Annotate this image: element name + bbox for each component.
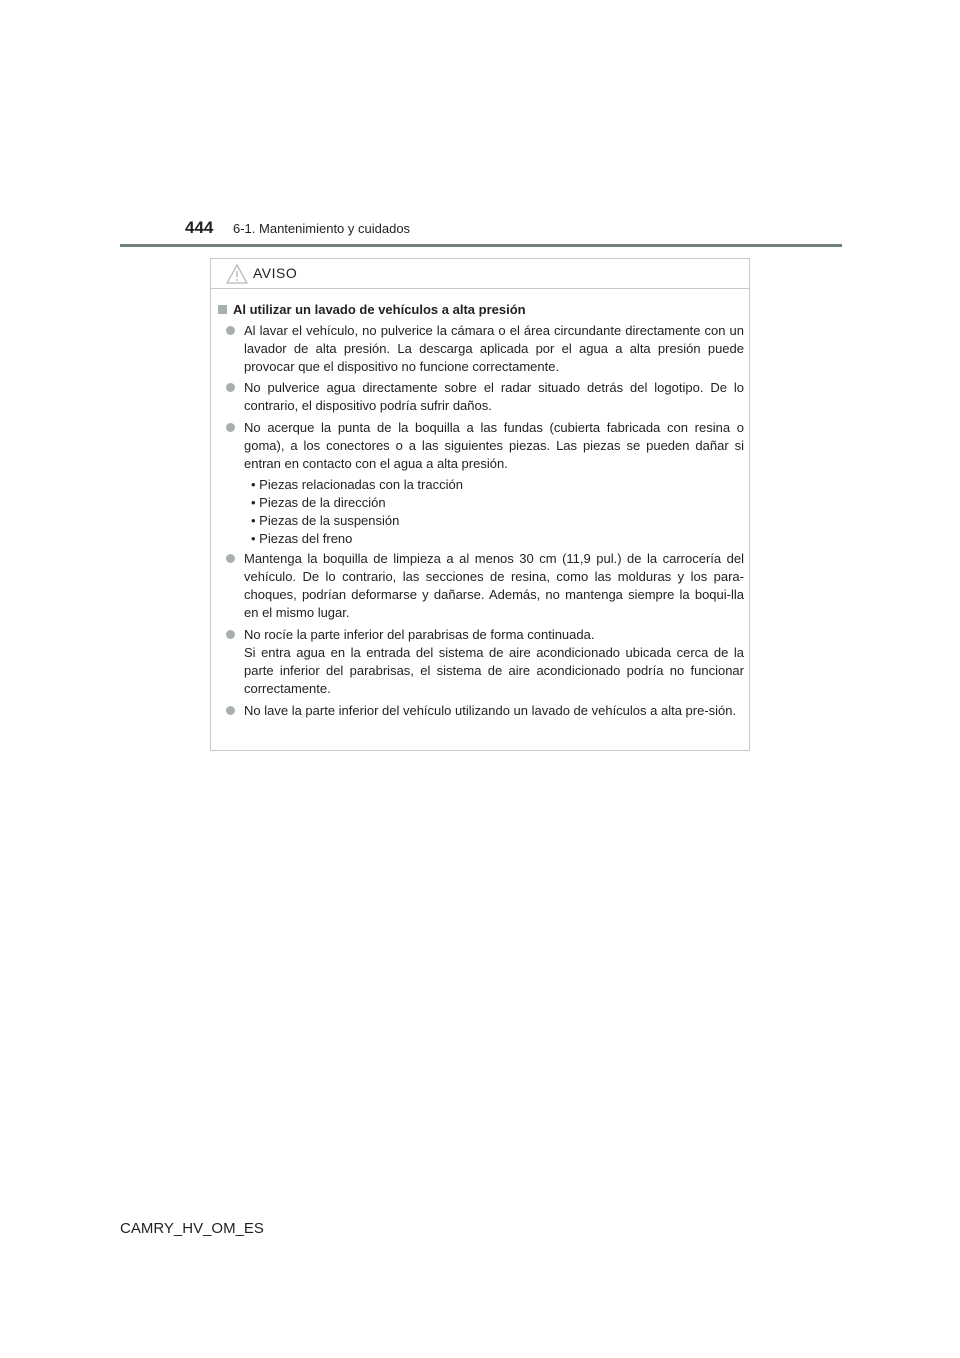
sub-list-item: • Piezas relacionadas con la tracción: [251, 477, 463, 492]
bullet-icon: [226, 706, 235, 715]
page-number: 444: [185, 218, 214, 237]
list-item-text: Mantenga la boquilla de limpieza a al menos 30 cm (11,9 pul.) de la carrocería del vehículo. De lo contrario, las secciones de resina, como las molduras y los para-choques, podrían deformarse y dañarse. Además, no mantenga siempre la boqui-lla en el mismo lugar.: [244, 551, 744, 620]
list-item: [225, 702, 744, 720]
sub-list: [251, 476, 463, 548]
list-item-text: Al lavar el vehículo, no pulverice la cámara o el área circundante directamente con un lavador de alta presión. La descarga aplicada por el agua a alta presión puede provocar que el dispositivo no funcione correctamente.: [244, 323, 744, 374]
list-item-text: No pulverice agua directamente sobre el radar situado detrás del logotipo. De lo contrario, el dispositivo podría sufrir daños.: [244, 380, 744, 413]
bullet-icon: [226, 383, 235, 392]
list-item-text: No rocíe la parte inferior del parabrisas de forma continuada.: [244, 627, 595, 642]
list-item: [225, 550, 744, 622]
warning-notice-box: [210, 258, 750, 751]
sub-list-item: • Piezas de la suspensión: [251, 513, 400, 528]
header-rule: [120, 244, 842, 247]
bullet-icon: [226, 326, 235, 335]
notice-heading: [218, 302, 526, 317]
list-item: [225, 419, 744, 473]
list-item: [225, 322, 744, 376]
list-item: [225, 626, 744, 698]
document-code: CAMRY_HV_OM_ES: [120, 1220, 264, 1237]
bullet-icon: [226, 423, 235, 432]
notice-header: [211, 259, 749, 289]
notice-title: AVISO: [253, 265, 298, 281]
section-title: 6-1. Mantenimiento y cuidados: [233, 221, 411, 236]
sub-list-item: • Piezas de la dirección: [251, 495, 386, 510]
sub-list-item: • Piezas del freno: [251, 531, 353, 546]
list-item-text: No acerque la punta de la boquilla a las fundas (cubierta fabricada con resina o goma), a los conectores o a las siguientes piezas. Las piezas se pueden dañar si entran en contacto con el agua a alta presión.: [244, 420, 744, 471]
notice-heading-text: Al utilizar un lavado de vehículos a alta presión: [233, 302, 526, 317]
warning-triangle-icon: [226, 264, 248, 284]
bullet-icon: [226, 554, 235, 563]
list-item: [225, 379, 744, 415]
bullet-icon: [226, 630, 235, 639]
square-bullet-icon: [218, 305, 227, 314]
list-item-text: No lave la parte inferior del vehículo utilizando un lavado de vehículos a alta pre-sión.: [244, 703, 737, 718]
list-item-text-continued: Si entra agua en la entrada del sistema de aire acondicionado ubicada cerca de la parte inferior del parabrisas, el sistema de aire acondicionado podría no funcionar correctamente.: [244, 645, 744, 696]
